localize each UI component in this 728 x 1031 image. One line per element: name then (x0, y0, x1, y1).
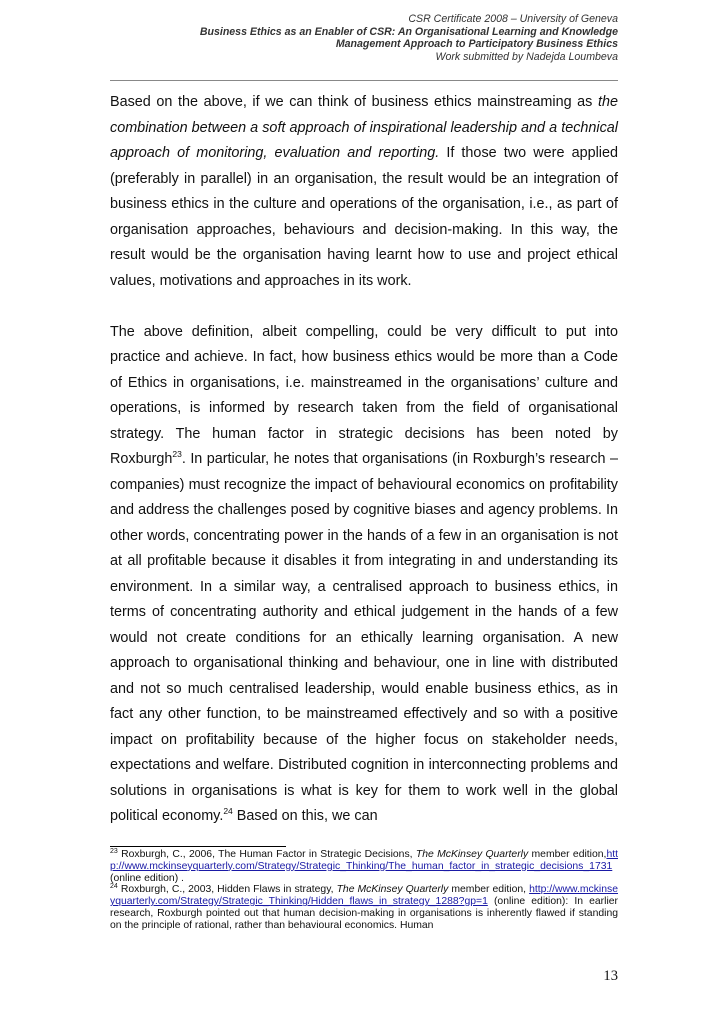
footnote-23 (110, 849, 618, 884)
header-divider (110, 80, 618, 81)
header-title-line-1: Business Ethics as an Enabler of CSR: An Organisational Learning and Knowledge (199, 25, 618, 38)
footnote-24 (110, 884, 618, 931)
header-author: Work submitted by Nadejda Loumbeva (435, 50, 618, 63)
footnotes (110, 849, 618, 932)
footnote-number: 23 (110, 848, 118, 855)
footnote-number: 24 (110, 883, 118, 891)
page-number: 13 (603, 968, 618, 984)
paragraph-1-lead: Based on the above, if we can think of business ethics mainstreaming as (110, 94, 598, 110)
footnote-link[interactable]: http://www.mckinseyquarterly.com/Strategy/Strategic_Thinking/The_human_factor_in_strategic_decisions_1731 (110, 849, 618, 872)
header-course: CSR Certificate 2008 – University of Geneva (408, 13, 618, 25)
footnote-journal: The McKinsey Quarterly (415, 849, 529, 860)
footnote-separator (110, 846, 286, 847)
footnote-text: Roxburgh, C., 2003, Hidden Flaws in strategy, (117, 884, 337, 896)
footnote-text: (online edition) . (110, 872, 184, 884)
paragraph-2-part-3: Based on this, we can (232, 808, 378, 824)
running-header (110, 13, 618, 63)
paragraph-2 (110, 320, 618, 830)
footnote-text: member edition, (448, 884, 530, 896)
footnote-ref-23[interactable]: 23 (172, 449, 182, 459)
footnote-journal: The McKinsey Quarterly (336, 884, 449, 896)
body-text (110, 90, 618, 830)
footnote-text: member edition, (528, 849, 607, 860)
footnote-text: Roxburgh, C., 2006, The Human Factor in Strategic Decisions, (117, 849, 416, 860)
footnote-ref-24[interactable]: 24 (223, 806, 233, 816)
paragraph-1-emphasis: the combination between a soft approach of inspirational leadership and a technical approach of monitoring, evaluation and reporting. (110, 94, 618, 161)
header-title-line-2: Management Approach to Participatory Business Ethics (335, 38, 618, 51)
paragraph-2-part-2: . In particular, he notes that organisations (in Roxburgh’s research – companies) must recognize the impact of behavioural economics on profitability and address the challenges posed by cognitive biases and agency problems. In other words, concentrating power in the hands of a few in an organisation is not at all profitable because it disables it from integrating in and understanding its environment. In a similar way, a centralised approach to business ethics, in terms of concentrating authority and ethical judgement in the hands of a few would not create conditions for an ethically learning organisation. A new approach to organisational thinking and behaviour, one in line with distributed and not so much centralised leadership, would enable business ethics, as in fact any other function, to be mainstreamed effectively and so with a positive impact on profitability because of the higher focus on stakeholder needs, expectations and welfare. Distributed cognition in interconnecting problems and solutions in organisations is what is key for them to work well in the global political economy. (110, 451, 618, 824)
paragraph-1-tail: If those two were applied (preferably in parallel) in an organisation, the result would be an integration of business ethics in the culture and operations of the organisation, i.e., as part of organisation approaches, behaviours and decision-making. In this way, the result would be the organisation having learnt how to use and project ethical values, motivations and approaches in its work. (110, 145, 618, 289)
footnote-link[interactable]: http://www.mckinseyquarterly.com/Strategy/Strategic_Thinking/Hidden_flaws_in_strategy_1288?gp=1 (110, 884, 618, 908)
paragraph-1 (110, 90, 618, 294)
footnote-text: (online edition): In earlier research, Roxburgh pointed out that human decision-making in organisations is inherently flawed if standing on the principle of rational, rather than behavioural economics. Human (110, 896, 618, 931)
paragraph-2-part-1: The above definition, albeit compelling, could be very difficult to put into practice and achieve. In fact, how business ethics would be more than a Code of Ethics in organisations, i.e. mainstreamed in the organisations’ culture and operations, is informed by research taken from the field of organisational strategy. The human factor in strategic decisions has been noted by Roxburgh (110, 323, 618, 467)
